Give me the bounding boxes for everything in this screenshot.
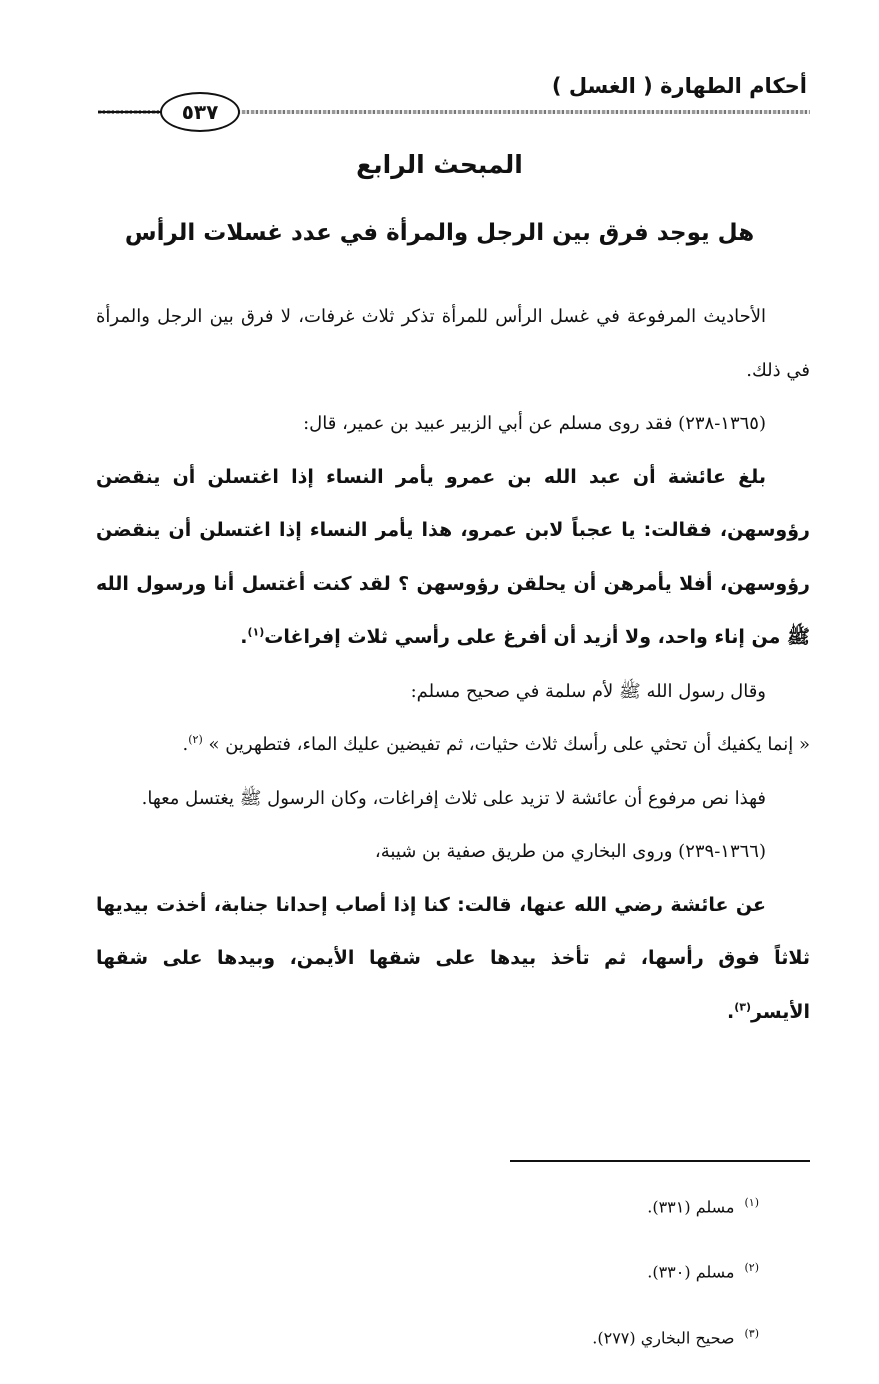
paragraph-conclusion: فهذا نص مرفوع أن عائشة لا تزيد على ثلاث إفراغات، وكان الرسول ﷺ يغتسل معها. (141, 787, 766, 809)
footnote-text-3: صحيح البخاري (٢٧٧). (592, 1327, 735, 1347)
running-header: أحكام الطهارة ( الغسل ) (551, 74, 807, 98)
footnote-ref-1[interactable]: (١) (247, 625, 265, 639)
footnote-ref-2[interactable]: (٢) (188, 733, 203, 746)
body-text (96, 290, 810, 1039)
footnote-text-2: مسلم (٣٣٠). (647, 1262, 735, 1282)
quote-muslim (96, 718, 810, 772)
page-number: ٥٣٧ (181, 100, 219, 124)
footnote-1 (339, 1172, 759, 1237)
hadith-1366-end: . (727, 1000, 735, 1023)
section-subtitle: هل يوجد فرق بين الرجل والمرأة في عدد غسلات الرأس (124, 220, 755, 246)
hadith-1366-text (96, 879, 810, 1040)
hadith-1366-chain: (١٣٦٦-٢٣٩) وروى البخاري من طريق صفية بن شيبة، (374, 841, 766, 862)
page-number-badge (160, 92, 240, 132)
footnote-2 (339, 1237, 759, 1302)
footnote-ref-3[interactable]: (٣) (734, 1000, 752, 1014)
footnote-mark-1: (١) (744, 1196, 759, 1209)
hadith-1365-chain: (١٣٦٥-٢٣٨) فقد روى مسلم عن أبي الزبير عبيد بن عمير، قال: (303, 413, 766, 434)
quote-muslim-body: « إنما يكفيك أن تحثي على رأسك ثلاث حثيات، ثم تفيضين عليك الماء، فتطهرين » (208, 734, 810, 755)
footnote-text-1: مسلم (٣٣١). (647, 1197, 735, 1217)
paragraph-intro: الأحاديث المرفوعة في غسل الرأس للمرأة تذكر ثلاث غرفات، لا فرق بين الرجل والمرأة في ذلك. (96, 306, 810, 381)
footnotes (339, 1172, 759, 1368)
hadith-1365-end: . (240, 626, 248, 648)
hadith-1365-text (96, 451, 810, 665)
footnote-rule (510, 1160, 810, 1162)
footnote-mark-2: (٢) (744, 1261, 759, 1275)
footnote-mark-3: (٣) (744, 1326, 759, 1340)
section-title: المبحث الرابع (356, 150, 523, 179)
paragraph-muslim-intro: وقال رسول الله ﷺ لأم سلمة في صحيح مسلم: (410, 680, 766, 702)
header-rule-accent (98, 111, 168, 113)
footnote-3 (339, 1303, 759, 1368)
hadith-1365-body: بلغ عائشة أن عبد الله بن عمرو يأمر النساء إذا اغتسلن أن ينقضن رؤوسهن، فقالت: يا عجباً لابن عمرو، هذا يأمر النساء إذا اغتسلن أن ينقضن رؤوسهن، أفلا يأمرهن أن يحلقن رؤوسهن ؟ لقد كنت أغتسل أنا ورسول الله ﷺ من إناء واحد، ولا أزيد أن أفرغ على رأسي ثلاث إفراغات (96, 465, 810, 648)
hadith-1366-body: عن عائشة رضي الله عنها، قالت: كنا إذا أصاب إحدانا جنابة، أخذت بيديها ثلاثاً فوق رأسها، ثم تأخذ بيدها على شقها الأيمن، وبيدها على شقها الأيسر (96, 893, 810, 1023)
quote-muslim-end: . (182, 734, 189, 755)
